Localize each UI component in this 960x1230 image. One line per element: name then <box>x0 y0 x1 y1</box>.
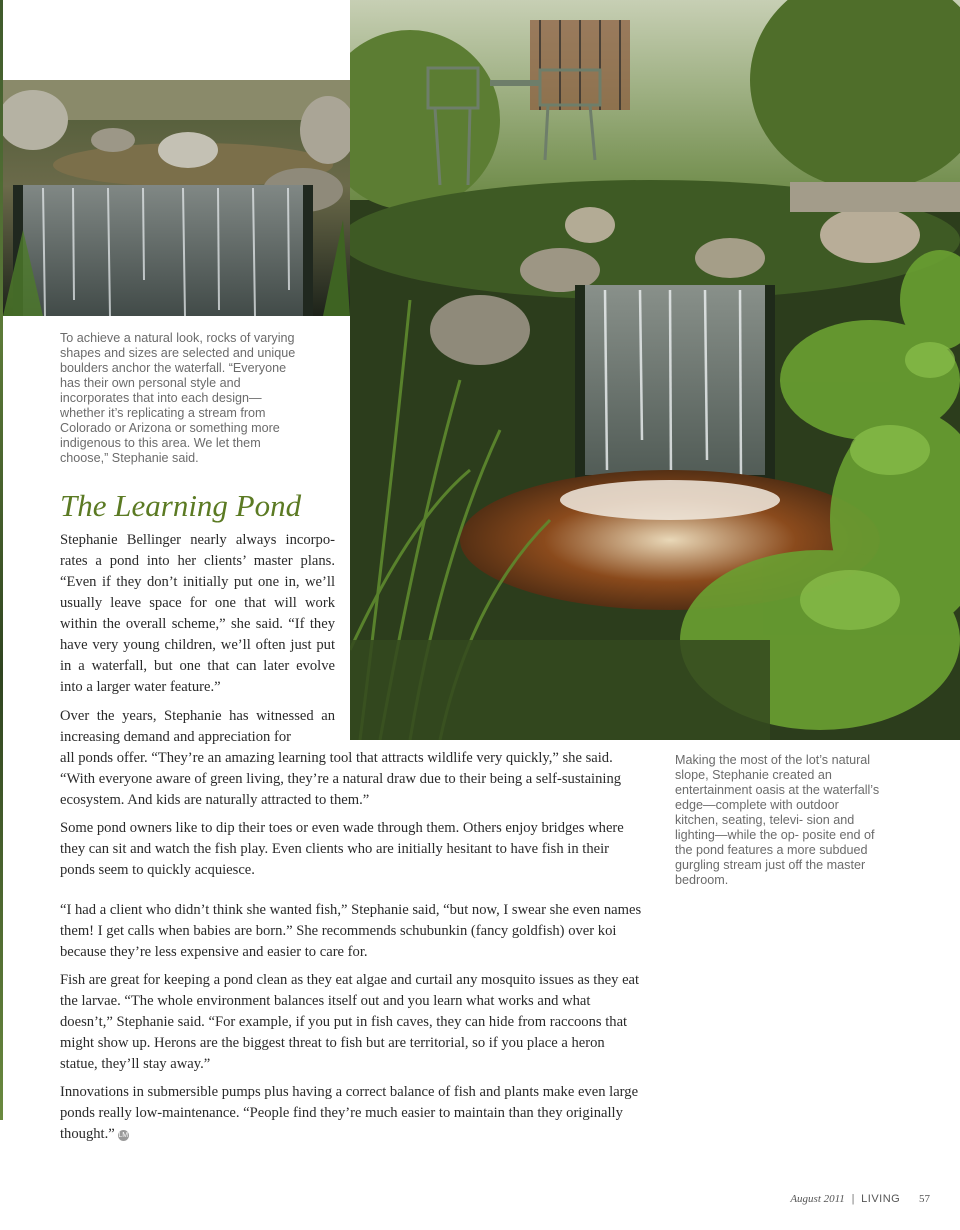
article-paragraph: Stephanie Bellinger nearly always incorpo- rates a pond into her clients’ master plans. “Even if they don’t initially put one in, we’ll usually leave space for one that will work within the overall scheme,” she said. “If they have very young children, we’ll often just put in a waterfall, but one that can later evolve into a larger water feature.” <box>60 532 335 695</box>
article-paragraph: Some pond owners like to dip their toes or even wade through them. Others enjoy bridges where they can sit and watch the fish play. Even clients who are initially hesitant to have fish in their ponds seem to quickly acquiesce. <box>60 820 624 878</box>
garden-pond-photo <box>350 0 960 740</box>
photo-caption-garden: Making the most of the lot’s natural slope, Stephanie created an entertainment oasis at the waterfall’s edge—complete with outdoor kitchen, seating, televi- sion and lighting—while the op- posite end of the pond features a more subdued gurgling stream just off the master bedroom. <box>675 753 880 887</box>
article-paragraph-continued: all ponds offer. “They’re an amazing learning tool that attracts wildlife very quickly,” she said. “With everyone aware of green living, they’re a natural draw due to their being a self-sustaining ecosystem. And kids are naturally attracted to them.” <box>60 750 622 808</box>
garden-pond-photo-illustration <box>350 0 960 740</box>
article-paragraph: Fish are great for keeping a pond clean as they eat algae and curtail any mosquito issues as they eat the larvae. “The whole environment balances itself out and you learn what works and what doesn’t,” Stephanie said. “For example, if you put in fish caves, they can hide from raccoons that might show up. Herons are the biggest threat to fish but are territorial, so if you place a heron statue, they’ll stay away.” <box>60 972 640 1072</box>
article-paragraph-text: Innovations in submersible pumps plus having a correct balance of fish and plants make even large ponds really low-maintenance. “People find they’re much easier to maintain than they originally thought.” <box>60 1084 639 1142</box>
photo-caption-waterfall: To achieve a natural look, rocks of varying shapes and sizes are selected and unique boulders anchor the waterfall. “Everyone has their own personal style and incorporates that into each design—whether it’s replicating a stream from Colorado or Arizona or something more indigenous to this area. We let them choose,” Stephanie said. <box>60 331 296 465</box>
article-paragraph: “I had a client who didn’t think she wanted fish,” Stephanie said, “but now, I swear she even names them! I get calls when babies are born.” She recommends schubunkin (fancy goldfish) over koi because they’re less expensive and easier to care for. <box>60 902 642 960</box>
page-number: 57 <box>919 1193 930 1205</box>
magazine-name: LIVING <box>861 1193 901 1205</box>
issue-date: August 2011 <box>790 1193 845 1205</box>
waterfall-photo-illustration <box>3 80 350 316</box>
article-paragraph: Over the years, Stephanie has witnessed an increasing demand and appreciation for <box>60 708 335 745</box>
waterfall-photo <box>3 80 350 316</box>
page-footer <box>790 1193 930 1205</box>
footer-separator: | <box>851 1193 855 1205</box>
article-paragraph-final <box>60 1082 642 1145</box>
article-heading: The Learning Pond <box>60 488 302 523</box>
end-of-article-icon: LM <box>118 1132 129 1139</box>
